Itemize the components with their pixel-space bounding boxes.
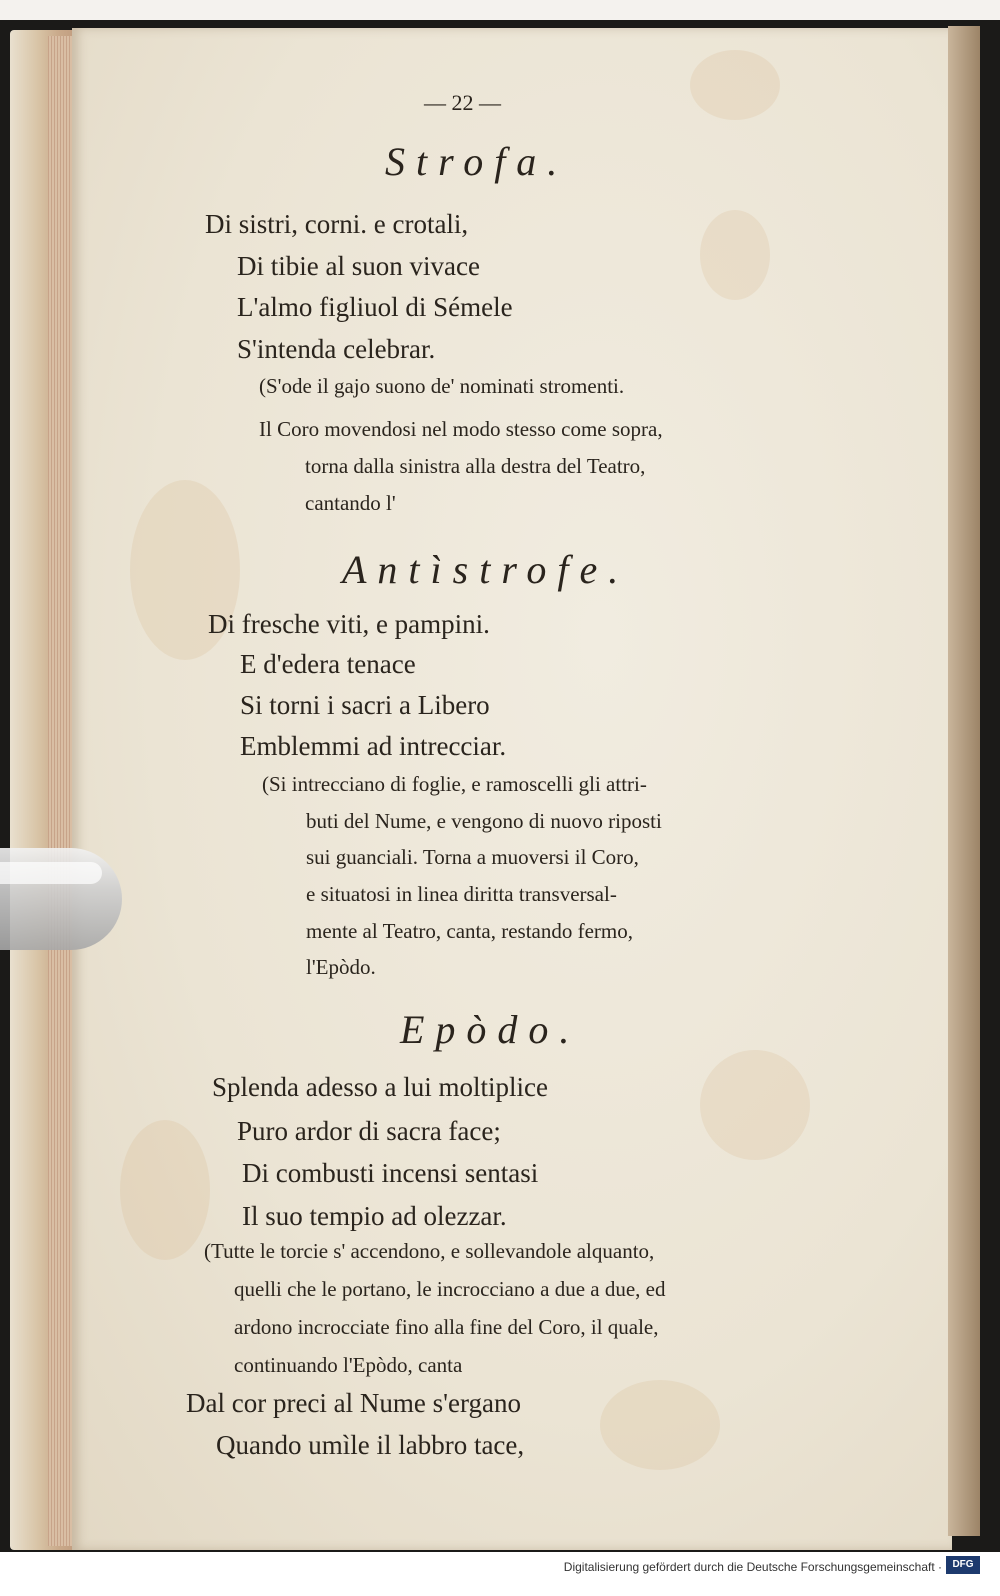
- footer-credit: Digitalisierung gefördert durch die Deutsche Forschungsgemeinschaft ·: [563, 1560, 942, 1574]
- paper-stain: [690, 50, 780, 120]
- verse-line: Splenda adesso a lui moltiplice: [212, 1072, 548, 1102]
- stage-direction-line: e situatosi in linea diritta transversal-: [306, 882, 617, 906]
- verse-line: S'intenda celebrar.: [237, 334, 436, 364]
- stage-direction-line: Il Coro movendosi nel modo stesso come sopra,: [259, 417, 663, 441]
- paper-stain: [700, 1050, 810, 1160]
- stage-direction-line: (S'ode il gajo suono de' nominati stromenti.: [259, 374, 625, 398]
- page-number: — 22 —: [424, 90, 501, 115]
- verse-line: E d'edera tenace: [240, 649, 416, 679]
- section-heading: Epòdo.: [400, 1007, 581, 1052]
- book-right-edge: [948, 26, 980, 1536]
- section-heading: Strofa.: [385, 139, 569, 184]
- page-clip-highlight: [0, 862, 102, 884]
- verse-line: L'almo figliuol di Sémele: [237, 292, 513, 322]
- stage-direction-line: (Tutte le torcie s' accendono, e sollevandole alquanto,: [204, 1239, 655, 1263]
- stage-direction-line: mente al Teatro, canta, restando fermo,: [306, 919, 633, 943]
- stage-direction-line: quelli che le portano, le incrocciano a due a due, ed: [234, 1277, 666, 1301]
- verse-line: Quando umìle il labbro tace,: [216, 1430, 525, 1460]
- stage-direction-line: torna dalla sinistra alla destra del Teatro,: [305, 454, 646, 478]
- stage-direction-line: continuando l'Epòdo, canta: [234, 1353, 463, 1377]
- stage-direction-line: buti del Nume, e vengono di nuovo riposti: [306, 809, 662, 833]
- stage-direction-line: l'Epòdo.: [306, 955, 376, 979]
- stage-direction-line: ardono incrocciate fino alla fine del Coro, il quale,: [234, 1315, 659, 1339]
- top-margin: [0, 0, 1000, 20]
- verse-line: Di combusti incensi sentasi: [242, 1158, 539, 1188]
- verse-line: Dal cor preci al Nume s'ergano: [186, 1388, 521, 1418]
- paper-stain: [120, 1120, 210, 1260]
- stage-direction-line: sui guanciali. Torna a muoversi il Coro,: [306, 845, 639, 869]
- verse-line: Si torni i sacri a Libero: [240, 690, 490, 720]
- footer-bar: [0, 1552, 1000, 1596]
- stage-direction-line: (Si intrecciano di foglie, e ramoscelli gli attri-: [262, 772, 647, 796]
- dfg-logo: DFG: [946, 1556, 980, 1574]
- paper-stain: [600, 1380, 720, 1470]
- verse-line: Di tibie al suon vivace: [237, 251, 480, 281]
- section-heading: Antìstrofe.: [342, 547, 630, 592]
- paper-stain: [700, 210, 770, 300]
- verse-line: Il suo tempio ad olezzar.: [242, 1201, 507, 1231]
- verse-line: Emblemmi ad intrecciar.: [240, 731, 507, 761]
- verse-line: Di sistri, corni. e crotali,: [205, 209, 469, 239]
- verse-line: Puro ardor di sacra face;: [237, 1116, 501, 1146]
- verse-line: Di fresche viti, e pampini.: [208, 609, 490, 639]
- page-edges: [48, 36, 72, 1546]
- stage-direction-line: cantando l': [305, 491, 396, 515]
